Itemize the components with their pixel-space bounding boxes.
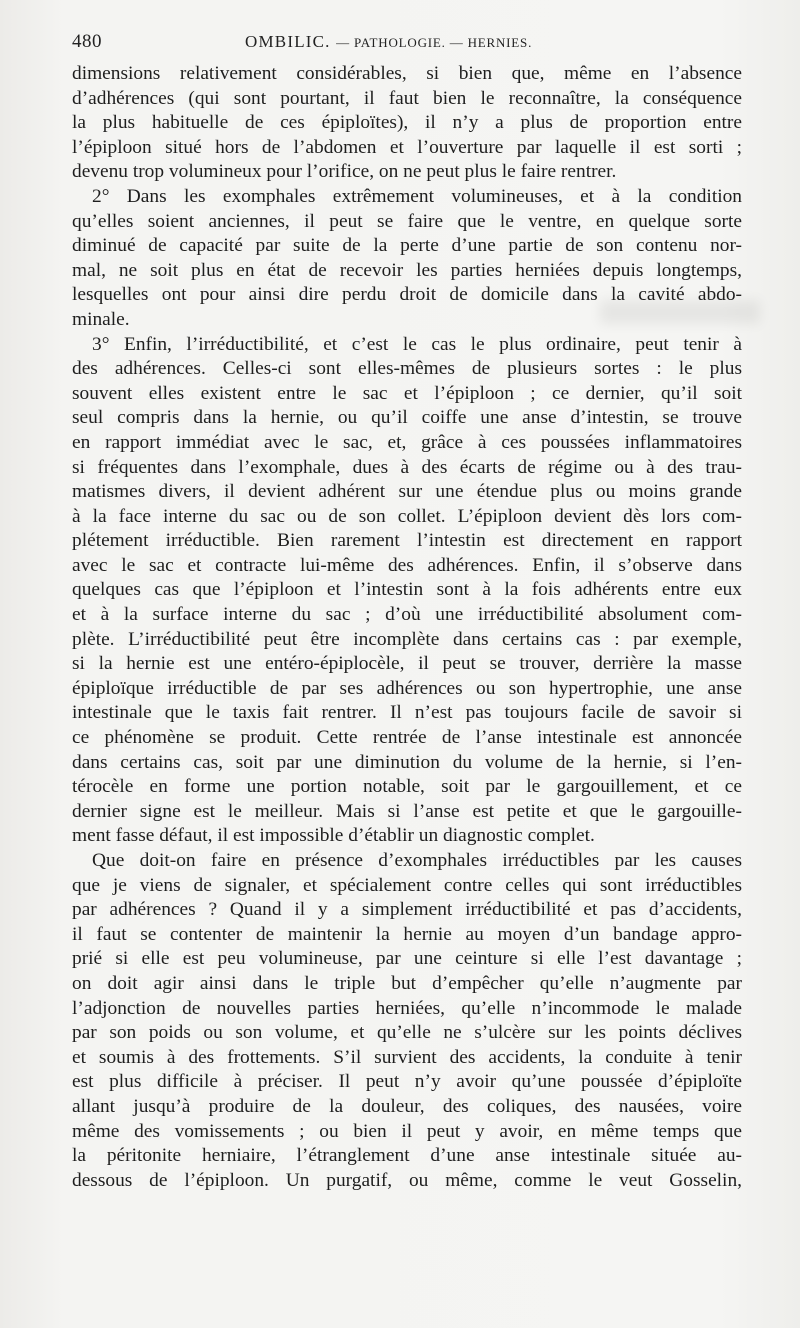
text-line: d’adhérences (qui sont pourtant, il faut bien le reconnaître, la conséquence xyxy=(72,87,742,109)
text-line: que je viens de signaler, et spécialement contre celles qui sont irréductibles xyxy=(72,874,742,896)
text-line: qu’elles soient anciennes, il peut se faire que le ventre, en quelque sorte xyxy=(72,210,742,232)
text-line: en rapport immédiat avec le sac, et, grâce à ces poussées inflammatoires xyxy=(72,431,742,453)
body-text xyxy=(72,62,742,1193)
text-line: est plus difficile à préciser. Il peut n’y avoir qu’une poussée d’épiploïte xyxy=(72,1071,742,1093)
text-line: à la face interne du sac ou de son collet. L’épiploon devient dès lors com- xyxy=(72,505,742,527)
text-line: si la hernie est une entéro-épiplocèle, il peut se trouver, derrière la masse xyxy=(72,653,742,675)
text-line: dimensions relativement considérables, si bien que, même en l’absence xyxy=(72,63,742,84)
text-line: minale. xyxy=(72,308,130,330)
text-line: lesquelles ont pour ainsi dire perdu droit de domicile dans la cavité abdo- xyxy=(72,284,742,306)
running-head xyxy=(245,32,532,52)
text-line: si fréquentes dans l’exomphale, dues à des écarts de régime ou à des trau- xyxy=(72,456,742,478)
text-line: prié si elle est peu volumineuse, par une ceinture si elle l’est davantage ; xyxy=(72,948,742,970)
text-line: mal, ne soit plus en état de recevoir les parties herniées depuis longtemps, xyxy=(72,259,742,281)
text-line: plétement irréductible. Bien rarement l’intestin est directement en rapport xyxy=(72,530,742,552)
text-line: par son poids ou son volume, et qu’elle ne s’ulcère sur les points déclives xyxy=(72,1022,742,1044)
page-number: 480 xyxy=(72,31,102,52)
text-line: l’adjonction de nouvelles parties herniées, qu’elle n’incommode le malade xyxy=(72,997,742,1019)
text-line: seul compris dans la hernie, ou qu’il coiffe une anse d’intestin, se trouve xyxy=(72,407,742,429)
text-line: ce phénomène se produit. Cette rentrée de l’anse intestinale est annoncée xyxy=(72,727,742,749)
text-line: ment fasse défaut, il est impossible d’établir un diagnostic complet. xyxy=(72,825,595,847)
text-line: allant jusqu’à produire de la douleur, des coliques, des nausées, voire xyxy=(72,1095,742,1117)
text-line: l’épiploon situé hors de l’abdomen et l’ouverture par laquelle il est sorti ; xyxy=(72,136,742,158)
page-header xyxy=(72,31,742,59)
text-line: Que doit-on faire en présence d’exomphales irréductibles par les causes xyxy=(92,850,742,871)
text-line: quelques cas que l’épiploon et l’intestin sont à la fois adhérents entre eux xyxy=(72,579,742,601)
text-line: même des vomissements ; ou bien il peut y avoir, en même temps que xyxy=(72,1120,742,1142)
text-line: et à la surface interne du sac ; d’où une irréductibilité absolument com- xyxy=(72,604,742,626)
text-line: devenu trop volumineux pour l’orifice, on ne peut plus le faire rentrer. xyxy=(72,161,617,183)
running-head-section: — PATHOLOGIE. — HERNIES. xyxy=(336,35,533,50)
text-line: intestinale que le taxis fait rentrer. Il n’est pas toujours facile de savoir si xyxy=(72,702,742,724)
text-line: épiploïque irréductible de par ses adhérences ou son hypertrophie, une anse xyxy=(72,677,742,699)
text-line: la péritonite herniaire, l’étranglement d’une anse intestinale située au- xyxy=(72,1145,742,1167)
text-line: dessous de l’épiploon. Un purgatif, ou même, comme le veut Gosselin, xyxy=(72,1169,742,1191)
text-line: et soumis à des frottements. S’il survient des accidents, la conduite à tenir xyxy=(72,1046,742,1068)
text-line: diminué de capacité par suite de la perte d’une partie de son contenu nor- xyxy=(72,235,742,257)
text-line: plète. L’irréductibilité peut être incomplète dans certains cas : par exemple, xyxy=(72,628,742,650)
text-line: térocèle en forme une portion notable, soit par le gargouillement, et ce xyxy=(72,776,742,798)
text-line: des adhérences. Celles-ci sont elles-mêmes de plusieurs sortes : le plus xyxy=(72,358,742,380)
text-line: souvent elles existent entre le sac et l’épiploon ; ce dernier, qu’il soit xyxy=(72,382,742,404)
text-line: par adhérences ? Quand il y a simplement irréductibilité et pas d’accidents, xyxy=(72,899,742,921)
text-line: il faut se contenter de maintenir la hernie au moyen d’un bandage appro- xyxy=(72,923,742,945)
text-line: la plus habituelle de ces épiploïtes), il n’y a plus de proportion entre xyxy=(72,112,742,134)
running-head-title: OMBILIC. xyxy=(245,32,331,51)
text-line: 2° Dans les exomphales extrêmement volumineuses, et à la condition xyxy=(92,185,742,207)
text-line: matismes divers, il devient adhérent sur une étendue plus ou moins grande xyxy=(72,481,742,503)
text-line: dernier signe est le meilleur. Mais si l’anse est petite et que le gargouille- xyxy=(72,800,742,822)
text-line: dans certains cas, soit par une diminution du volume de la hernie, si l’en- xyxy=(72,751,742,773)
text-line: avec le sac et contracte lui-même des adhérences. Enfin, il s’observe dans xyxy=(72,554,742,576)
text-line: 3° Enfin, l’irréductibilité, et c’est le cas le plus ordinaire, peut tenir à xyxy=(92,333,742,355)
text-line: on doit agir ainsi dans le triple but d’empêcher qu’elle n’augmente par xyxy=(72,972,742,994)
